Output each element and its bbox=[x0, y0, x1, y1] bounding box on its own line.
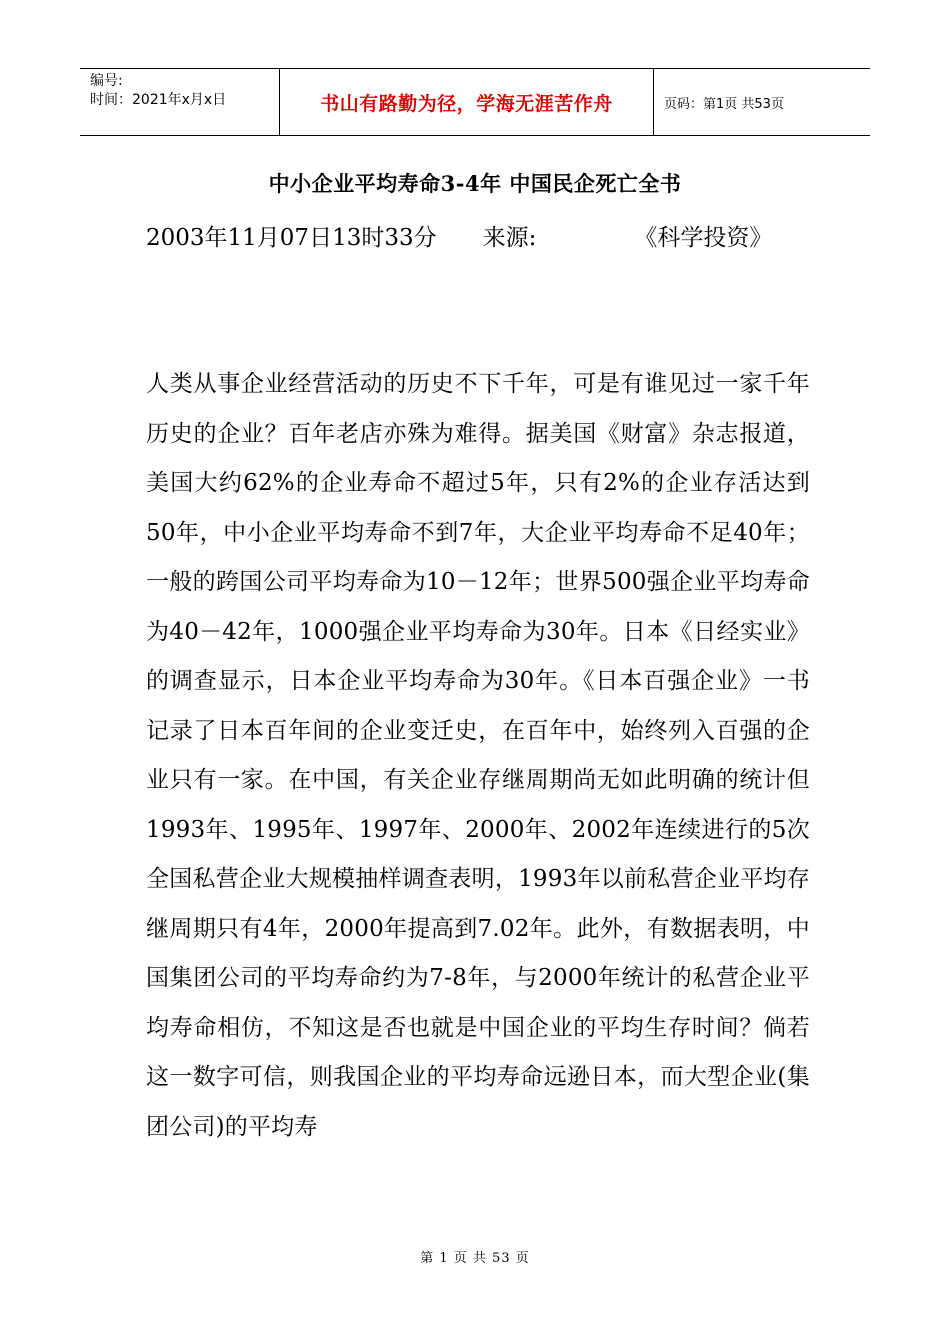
document-time-label: 时间：2021年x月x日 bbox=[90, 92, 227, 108]
document-header bbox=[80, 68, 870, 136]
page-footer: 第 1 页 共 53 页 bbox=[420, 1251, 530, 1266]
article-source-label: 来源: bbox=[482, 225, 537, 251]
article-date: 2003年11月07日13时33分 bbox=[146, 225, 437, 251]
header-meta-cell bbox=[80, 69, 280, 135]
article-source-value: 《科学投资》 bbox=[634, 225, 773, 251]
article-title: 中小企业平均寿命3-4年 中国民企死亡全书 bbox=[268, 171, 682, 196]
article-meta bbox=[146, 214, 816, 262]
header-page-info: 页码：第1页 共53页 bbox=[664, 96, 784, 112]
article-body: 人类从事企业经营活动的历史不下千年，可是有谁见过一家千年历史的企业？百年老店亦殊为难得。据美国《财富》杂志报道，美国大约62%的企业寿命不超过5年，只有2%的企业存活达到50年，中小企业平均寿命不到7年，大企业平均寿命不足40年；一般的跨国公司平均寿命为10－12年；世界500强企业平均寿命为40－42年，1000强企业平均寿命为30年。日本《日经实业》的调查显示，日本企业平均寿命为30年。《日本百强企业》一书记录了日本百年间的企业变迁史，在百年中，始终列入百强的企业只有一家。在中国，有关企业存继周期尚无如此明确的统计但1993年、1995年、1997年、2000年、2002年连续进行的5次全国私营企业大规模抽样调查表明，1993年以前私营企业平均存继周期只有4年，2000年提高到7.02年。此外，有数据表明，中国集团公司的平均寿命约为7-8年，与2000年统计的私营企业平均寿命相仿，不知这是否也就是中国企业的平均生存时间？倘若这一数字可信，则我国企业的平均寿命远逊日本，而大型企业(集团公司)的平均寿 bbox=[146, 371, 810, 1140]
header-motto: 书山有路勤为径，学海无涯苦作舟 bbox=[280, 69, 654, 135]
document-number-label: 编号: bbox=[90, 73, 123, 89]
